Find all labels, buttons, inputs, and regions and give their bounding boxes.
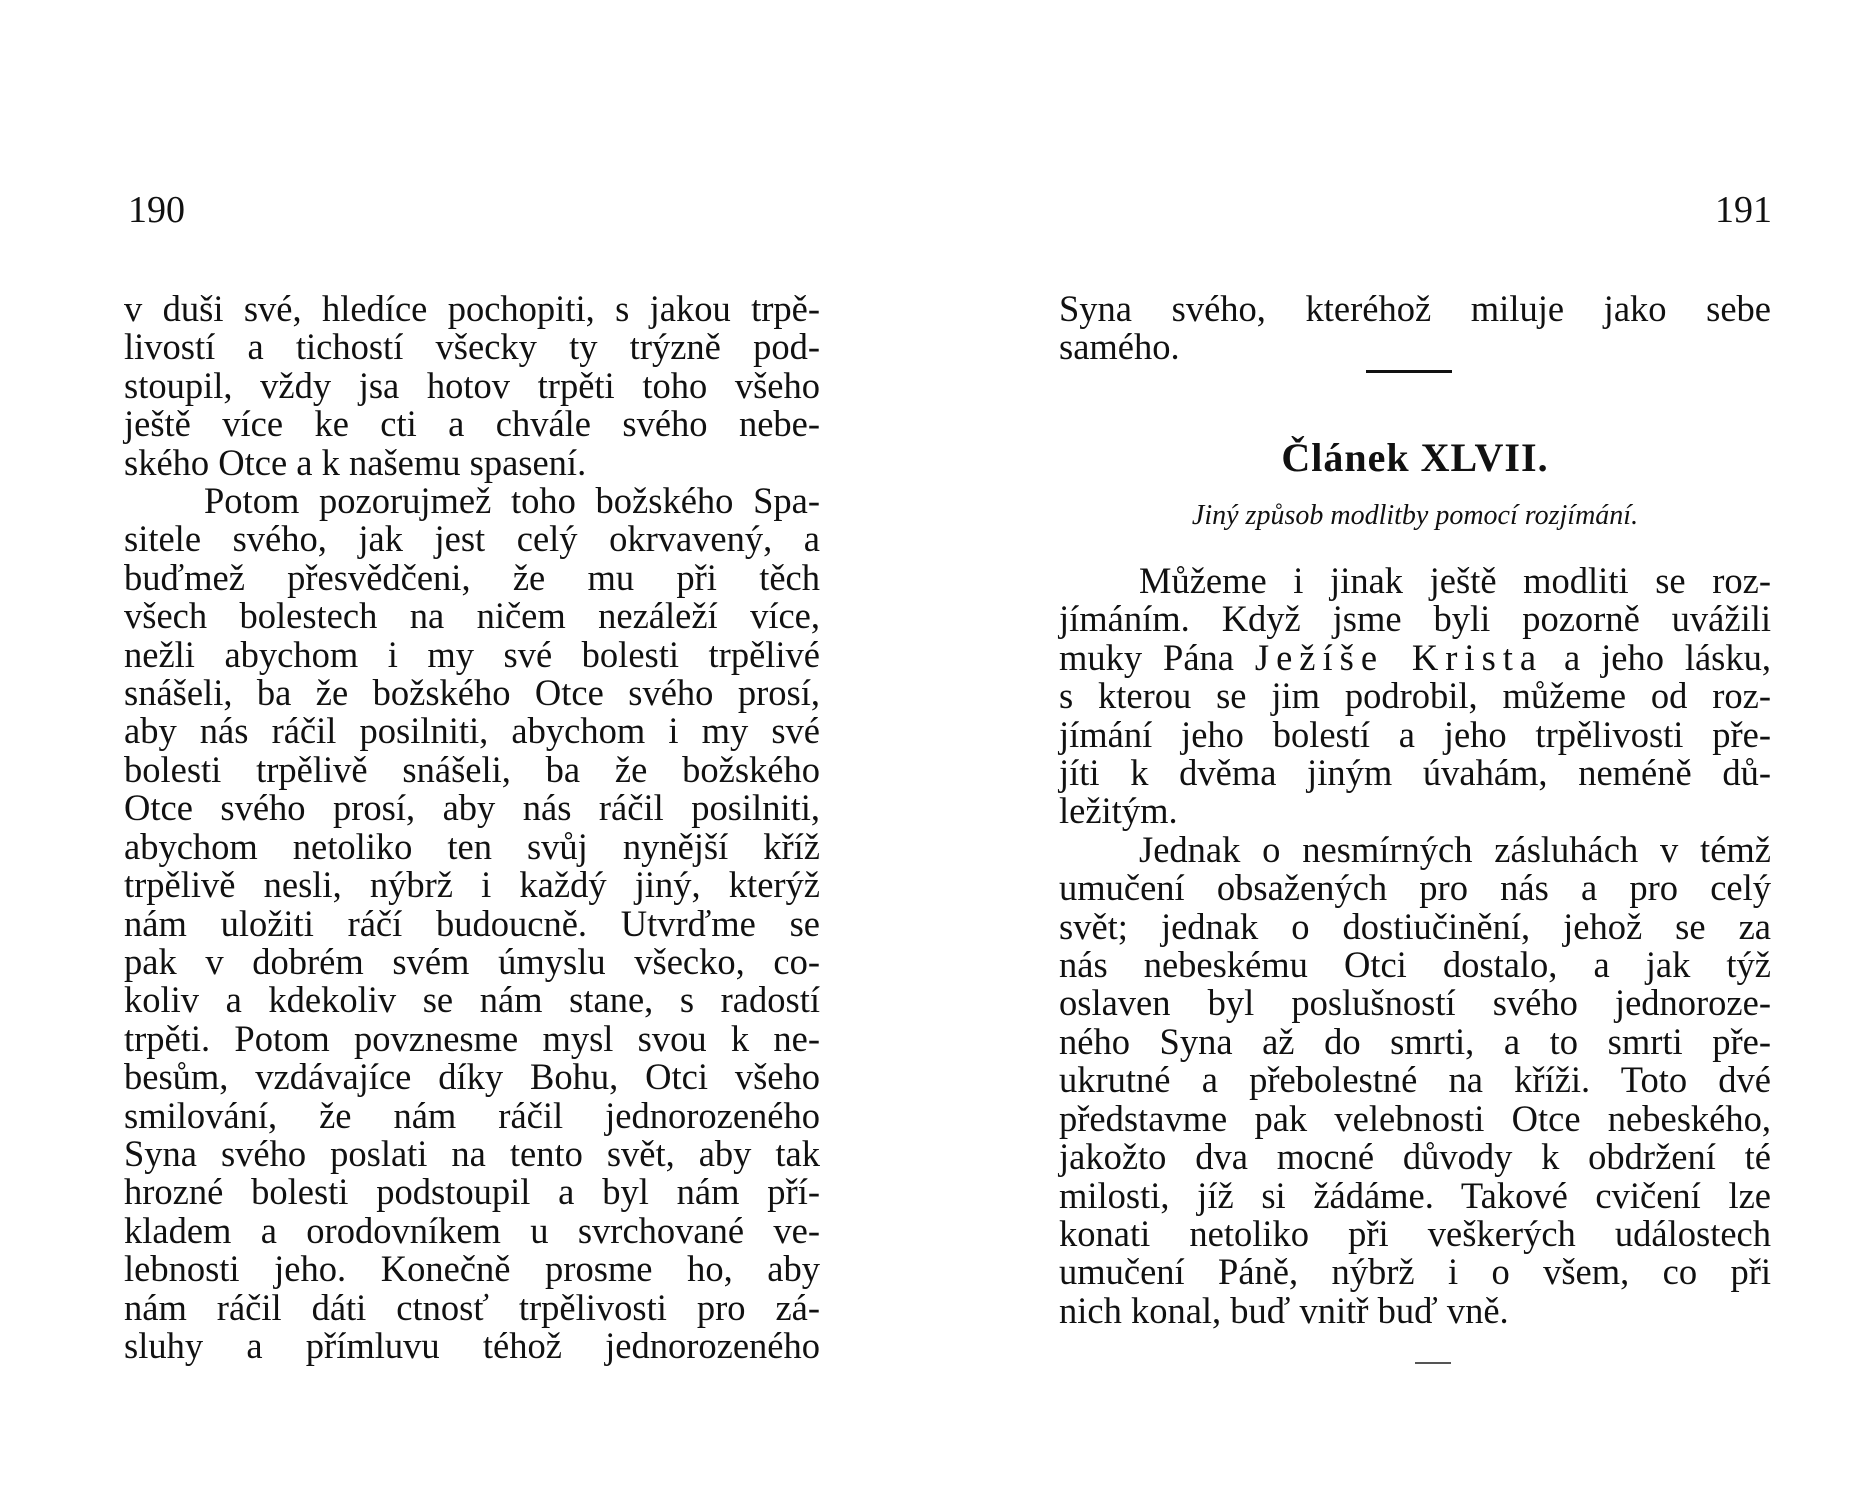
text-line: Otce svého prosí, aby nás ráčil posilniti, — [124, 787, 820, 829]
text-line: jíti k dvěma jiným úvahám, neméně dů- — [1059, 752, 1771, 794]
chapter-subtitle: Jiný způsob modlitby pomocí rozjímání. — [1191, 500, 1639, 531]
text-line: Jednak o nesmírných zásluhách v témž — [1139, 828, 1771, 870]
text-line: sitele svého, jak jest celý okrvavený, a — [124, 518, 820, 560]
page-number-right: 191 — [1715, 189, 1772, 231]
text-line: umučení obsažených pro nás a pro celý — [1059, 867, 1771, 909]
text-line: snášeli, ba že božského Otce svého prosí, — [124, 672, 820, 714]
page-number-left: 190 — [128, 189, 185, 231]
section-divider — [1366, 370, 1452, 373]
text-line: umučení Páně, nýbrž i o všem, co při — [1059, 1251, 1771, 1293]
text-line: nich konal, buď vnitř buď vně. — [1059, 1289, 1509, 1331]
text-line: představme pak velebnosti Otce nebeského, — [1059, 1097, 1771, 1139]
text-line: v duši své, hledíce pochopiti, s jakou trpě- — [124, 288, 820, 329]
text-line: abychom netoliko ten svůj nynější kříž — [124, 825, 820, 867]
text-line: stoupil, vždy jsa hotov trpěti toho všeho — [124, 364, 820, 406]
text-line: nás nebeskému Otci dostalo, a jak týž — [1059, 944, 1771, 986]
right-page — [927, 0, 1854, 1500]
text-line: samého. — [1059, 326, 1180, 368]
text-line: lebnosti jeho. Konečně prosme ho, aby — [124, 1248, 820, 1290]
text-line: aby nás ráčil posilniti, abychom i my své — [124, 710, 820, 752]
text-line: ležitým. — [1059, 790, 1178, 832]
chapter-title: Článek XLVII. — [1281, 435, 1549, 480]
text-line: nám uložiti ráčí budoucně. Utvrďme se — [124, 902, 820, 944]
text-fragment: a jeho lásku, — [1543, 636, 1772, 678]
text-line: sluhy a přímluvu téhož jednorozeného — [124, 1324, 820, 1366]
text-line: Můžeme i jinak ještě modliti se roz- — [1139, 560, 1771, 601]
text-line: konati netoliko při veškerých událostech — [1059, 1212, 1771, 1254]
text-line: svět; jednak o dostiučinění, jehož se za — [1059, 905, 1771, 947]
text-line: pak v dobrém svém úmyslu všecko, co- — [124, 940, 820, 982]
end-divider — [1415, 1362, 1451, 1364]
text-line: bolesti trpělivě snášeli, ba že božského — [124, 748, 820, 790]
text-line: buďmež přesvědčeni, že mu při těch — [124, 556, 820, 598]
text-line: oslaven byl poslušností svého jednoroze- — [1059, 982, 1771, 1024]
text-line: livostí a tichostí všecky ty trýzně pod- — [124, 326, 820, 368]
text-line: trpěti. Potom povznesme mysl svou k ne- — [124, 1017, 820, 1059]
text-line: s kterou se jim podrobil, můžeme od roz- — [1059, 675, 1771, 717]
text-line: ského Otce a k našemu spasení. — [124, 441, 587, 483]
text-line-with-name — [1059, 636, 1772, 678]
text-line: jímání jeho bolestí a jeho trpělivosti pře- — [1059, 713, 1771, 755]
text-line: koliv a kdekoliv se nám stane, s radostí — [124, 979, 820, 1021]
spaced-name: Ježíše Krista — [1254, 636, 1544, 678]
text-line: jakožto dva mocné důvody k obdržení té — [1059, 1136, 1771, 1178]
right-page-text — [1059, 562, 1771, 1330]
text-fragment: muky Pána — [1059, 636, 1255, 678]
left-page-text — [124, 290, 820, 1365]
text-line: hrozné bolesti podstoupil a byl nám pří- — [124, 1171, 820, 1213]
text-line: ještě více ke cti a chvále svého nebe- — [124, 403, 820, 445]
text-line: milosti, jíž si žádáme. Takové cvičení lze — [1059, 1174, 1771, 1216]
text-line: Syna svého, kteréhož miluje jako sebe — [1059, 288, 1771, 329]
text-line: jímáním. Když jsme byli pozorně uvážili — [1059, 598, 1771, 640]
text-line: ukrutné a přebolestné na kříži. Toto dvé — [1059, 1059, 1771, 1101]
text-line: ného Syna až do smrti, a to smrti pře- — [1059, 1020, 1771, 1062]
text-line: Syna svého poslati na tento svět, aby tak — [124, 1132, 820, 1174]
text-line: Potom pozorujmež toho božského Spa- — [204, 480, 820, 522]
right-page-continuation — [1059, 290, 1771, 367]
text-line: besům, vzdávajíce díky Bohu, Otci všeho — [124, 1056, 820, 1098]
text-line: všech bolestech na ničem nezáleží více, — [124, 595, 820, 637]
text-line: trpělivě nesli, nýbrž i každý jiný, kterýž — [124, 864, 820, 906]
text-line: nám ráčil dáti ctnosť trpělivosti pro zá- — [124, 1286, 820, 1328]
text-line: nežli abychom i my své bolesti trpělivé — [124, 633, 820, 675]
text-line: kladem a orodovníkem u svrchované ve- — [124, 1209, 820, 1251]
text-line: smilování, že nám ráčil jednorozeného — [124, 1094, 820, 1136]
